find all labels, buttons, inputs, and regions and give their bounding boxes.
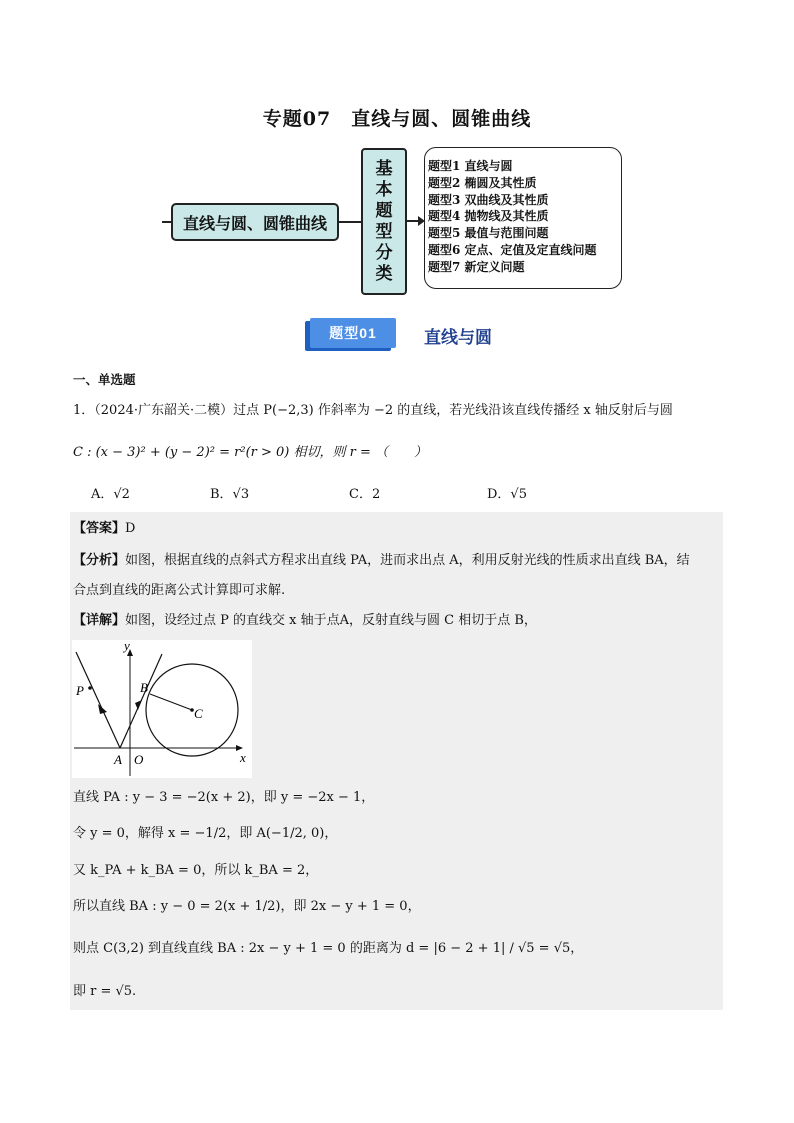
ray-arrow-icon <box>135 700 142 710</box>
mindmap-item: 题型2 椭圆及其性质 <box>428 175 537 190</box>
branch-char: 分 <box>375 242 393 263</box>
arrow-right-icon <box>406 212 426 230</box>
branch-char: 本 <box>375 179 393 200</box>
branch-char: 题 <box>375 200 393 221</box>
type-title: 直线与圆 <box>424 328 492 348</box>
mindmap-connector-left <box>162 221 172 223</box>
solution-step: 则点 C(3,2) 到直线直线 BA : 2x − y + 1 = 0 的距离为 d = |6 − 2 + 1| / √5 = √5， <box>73 941 584 956</box>
question-line-2: C : (x − 3)² + (y − 2)² = r²(r > 0) 相切，则 r = （ ） <box>73 445 427 460</box>
ray-arrow-icon <box>98 704 107 714</box>
radius-bc <box>150 694 192 710</box>
solution-step: 直线 PA : y − 3 = −2(x + 2)，即 y = −2x − 1， <box>73 790 375 805</box>
answer-tag: 【答案】 <box>73 521 126 536</box>
mindmap-item: 题型6 定点、定值及定直线问题 <box>428 242 597 257</box>
detail-tag: 【详解】 <box>73 613 126 628</box>
option-b: B．√3 <box>210 487 250 502</box>
branch-char: 型 <box>375 221 393 242</box>
label-x: x <box>240 750 246 765</box>
mindmap-item: 题型1 直线与圆 <box>428 159 513 173</box>
answer-value: D <box>125 521 136 536</box>
solution-step: 即 r = √5. <box>73 984 137 999</box>
analysis-line-1 <box>73 552 690 570</box>
label-p: P <box>76 683 84 698</box>
type-badge <box>304 318 398 350</box>
option-a: A．√2 <box>91 487 130 502</box>
point-p <box>88 686 92 690</box>
figure-svg <box>72 640 252 778</box>
analysis-tag: 【分析】 <box>73 553 126 568</box>
detail-text: 如图，设经过点 P 的直线交 x 轴于点A，反射直线与圆 C 相切于点 B， <box>125 613 537 628</box>
label-a: A <box>114 752 122 767</box>
mindmap-item: 题型7 新定义问题 <box>428 259 525 274</box>
label-c: C <box>194 706 203 721</box>
solution-step: 令 y = 0，解得 x = −1/2，即 A(−1/2, 0)， <box>73 826 338 841</box>
label-b: B <box>140 680 148 695</box>
analysis-text: 如图，根据直线的点斜式方程求出直线 PA，进而求出点 A，利用反射光线的性质求出直线 BA，结 <box>125 553 690 568</box>
solution-step: 所以直线 BA : y − 0 = 2(x + 1/2)，即 2x − y + 1 = 0， <box>73 899 421 914</box>
analysis-line-2: 合点到直线的距离公式计算即可求解. <box>73 583 286 598</box>
answer-line <box>73 520 135 538</box>
label-o: O <box>134 752 144 767</box>
mindmap-item: 题型4 抛物线及其性质 <box>428 209 549 224</box>
mindmap-item: 题型5 最值与范围问题 <box>428 226 549 241</box>
branch-char: 类 <box>375 263 393 284</box>
mindmap-branch <box>361 148 407 295</box>
type-badge-label: 题型01 <box>310 318 396 348</box>
solution-step: 又 k_PA + k_BA = 0，所以 k_BA = 2， <box>73 863 319 878</box>
detail-line <box>73 612 537 630</box>
mindmap-connector-mid <box>339 221 361 223</box>
mindmap-root: 直线与圆、圆锥曲线 <box>171 203 339 241</box>
mindmap-items <box>424 147 622 289</box>
option-d: D．√5 <box>487 487 527 502</box>
page-title: 专题07 直线与圆、圆锥曲线 <box>262 108 532 130</box>
label-y: y <box>124 640 130 653</box>
branch-char: 基 <box>375 158 393 179</box>
question-line-1: 1．（2024·广东韶关·二模）过点 P(−2,3) 作斜率为 −2 的直线，若光线沿该直线传播经 x 轴反射后与圆 <box>73 403 673 418</box>
mindmap-item: 题型3 双曲线及其性质 <box>428 192 549 207</box>
option-c: C．2 <box>349 487 381 502</box>
section-heading: 一、单选题 <box>73 372 136 387</box>
geometry-figure <box>72 640 252 778</box>
incident-ray <box>76 652 120 748</box>
